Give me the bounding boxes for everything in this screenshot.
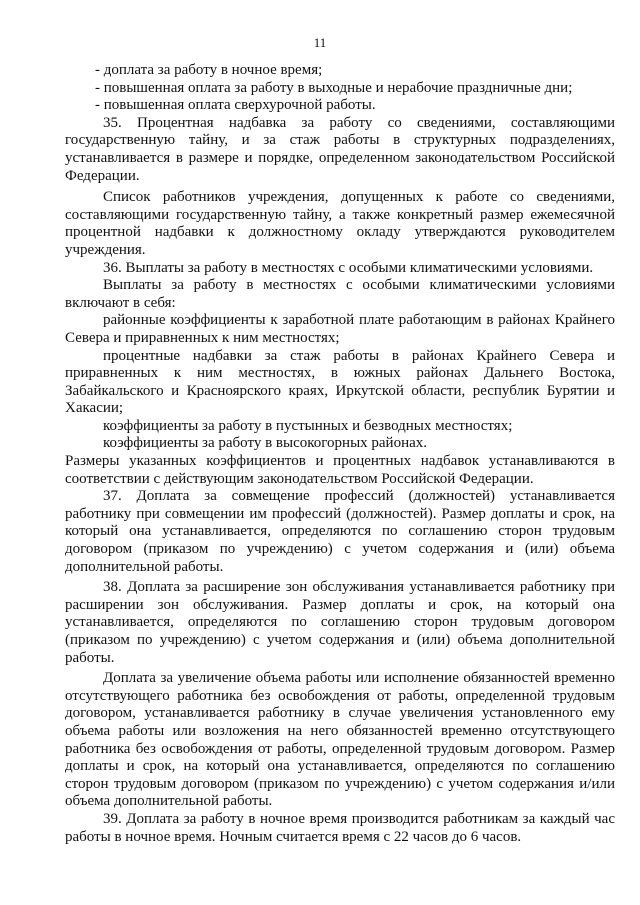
- list-item-desert-coefficients: коэффициенты за работу в пустынных и безводных местностях;: [103, 417, 513, 434]
- paragraph-coefficient-sizes: Размеры указанных коэффициентов и процентных надбавок устанавливаются в соответствии с действующим законодательством Российской Федерации.: [65, 453, 615, 487]
- list-item-highland-coefficients: коэффициенты за работу в высокогорных районах.: [103, 435, 428, 452]
- list-item-holiday-pay: - повышенная оплата за работу в выходные и нерабочие праздничные дни;: [95, 79, 573, 96]
- paragraph-37: 37. Доплата за совмещение профессий (должностей) устанавливается работнику при совмещении им профессий (должностей). Размер доплаты и срок, на который она устанавливается, определяются по соглашению сторон трудовым договором (приказом по учреждению) с учетом содержания и (или) объема дополнительной работы.: [65, 488, 615, 575]
- list-item-regional-coefficients: районные коэффициенты к заработной плате работающим в районах Крайнего Севера и приравненных к ним местностях;: [65, 312, 615, 346]
- paragraph-36-heading: 36. Выплаты за работу в местностях с особыми климатическими условиями.: [103, 259, 594, 276]
- page-number: 11: [313, 35, 327, 50]
- paragraph-extra-duties: Доплата за увеличение объема работы или исполнение обязанностей временно отсутствующего работника без освобождения от работы, определенной трудовым договором, устанавливается работнику в случае увеличения установленного ему объема работы или возложения на него обязанностей временно отсутствующего работника без освобождения от работы, определенной трудовым договором. Размер доплаты и срок, на который она устанавливается, определяются по соглашению сторон трудовым договором (приказом по учреждению) с учетом содержания и/или объема дополнительной работы.: [65, 670, 615, 810]
- list-item-percent-allowances: процентные надбавки за стаж работы в районах Крайнего Севера и приравненных к ним местностях, в южных районах Дальнего Востока, Забайкальского и Красноярского краях, Иркутской области, республик Бурятии и Хакасии;: [65, 347, 615, 417]
- paragraph-38: 38. Доплата за расширение зон обслуживания устанавливается работнику при расширении зон обслуживания. Размер доплаты и срок, на который она устанавливается, определяются по соглашению сторон трудовым договором (приказом по учреждению) с учетом содержания и (или) объема дополнительной работы.: [65, 579, 615, 666]
- document-body: [65, 62, 615, 846]
- list-item-overtime-pay: - повышенная оплата сверхурочной работы.: [95, 97, 376, 114]
- paragraph-staff-list: Список работников учреждения, допущенных к работе со сведениями, составляющими государственную тайну, а также конкретный размер ежемесячной процентной надбавки к должностному окладу утверждаются руководителем учреждения.: [65, 189, 615, 258]
- paragraph-39: 39. Доплата за работу в ночное время производится работникам за каждый час работы в ночное время. Ночным считается время с 22 часов до 6 часов.: [65, 810, 615, 845]
- paragraph-35: 35. Процентная надбавка за работу со сведениями, составляющими государственную тайну, и за стаж работы в структурных подразделениях, устанавливается в размере и порядке, определенном законодательством Российской Федерации.: [65, 114, 615, 184]
- list-item-night-work: - доплата за работу в ночное время;: [95, 62, 323, 78]
- paragraph-36-intro: Выплаты за работу в местностях с особыми климатическими условиями включают в себя:: [65, 277, 615, 311]
